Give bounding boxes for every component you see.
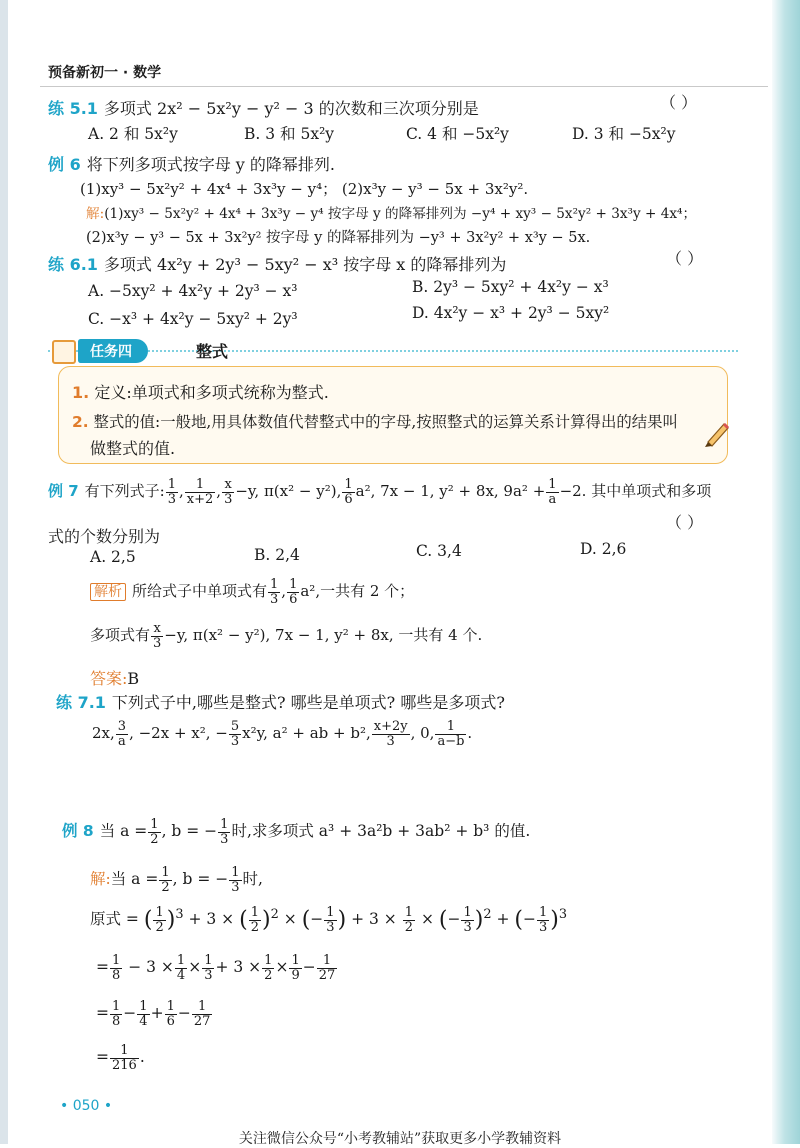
fraction [317, 954, 338, 982]
exercise-label: 练 5.1 [48, 99, 98, 118]
numerator: 1 [161, 865, 170, 880]
analysis-text: −y, π(x² − y²), 7x − 1, y² + 8x, 一共有 4 个. [164, 626, 483, 645]
exercise-question: 多项式 4x²y + 2y³ − 5xy² − x³ 按字母 x 的降幂排列为 [103, 255, 507, 274]
computation-text: 原式 = [90, 910, 139, 929]
question-text: −y, π(x² − y²), [235, 482, 342, 501]
option-c: C. 3,4 [416, 542, 462, 560]
left-paren: ( [143, 907, 153, 933]
option-b: B. 3 和 5x²y [244, 125, 335, 143]
fraction [268, 578, 280, 606]
footer-notice: 关注微信公众号“小考教辅站”获取更多小学教辅资料 [238, 1131, 562, 1147]
denominator: 3 [204, 967, 213, 983]
right-paren: ) [474, 907, 484, 933]
numerator: 1 [250, 905, 259, 920]
expression-text: 2x, [92, 724, 115, 743]
running-header: 预备新初一 · 数学 [48, 65, 162, 81]
page-number: • 050 • [60, 1098, 113, 1114]
denominator: 27 [193, 1013, 211, 1029]
denominator: 3 [231, 879, 240, 895]
example-label: 例 7 [48, 482, 79, 501]
denominator: 3 [224, 491, 233, 507]
question-text: 时,求多项式 a³ + 3a²b + 3ab² + b³ 的值. [231, 822, 531, 841]
equals-sign: = [96, 1048, 109, 1067]
question-text: 当 a = [99, 822, 148, 841]
example-7: 例 7 有下列式子: $\frac{1}{3}$ , $\frac{1}{x+2}$ , $\frac{x}{3}$ −y, π(x² − y²), $\frac{1}{6}$ a², 7x − 1, y² + 8x, 9a² + $\frac{1}{a}$ −2. 其中单项式和多项 [48, 477, 712, 507]
fraction [153, 906, 165, 934]
denominator: 2 [250, 919, 259, 935]
denominator: 216 [112, 1057, 137, 1073]
numerator: 1 [167, 477, 177, 492]
numerator: x [151, 622, 163, 637]
numerator: 1 [270, 577, 279, 592]
option-b: B. 2,4 [254, 546, 300, 564]
denominator: 3 [230, 733, 240, 749]
denominator: 6 [289, 591, 298, 607]
example-6-solution-2: (2)x³y − y³ − 5x + 3x²y² 按字母 y 的降幂排列为 −y³ + 3x²y² + x³y − 5x. [86, 230, 591, 246]
computation-line-3: = $\frac{1}{8}$ − $\frac{1}{4}$ + $\frac{1}{6}$ − $\frac{1}{27}$ [96, 999, 211, 1029]
notebook-icon [52, 340, 76, 364]
header-divider [40, 86, 768, 87]
numerator: 1 [176, 953, 186, 968]
example-label: 例 8 [62, 822, 94, 841]
numerator: 1 [326, 905, 335, 920]
example-7-answer [90, 666, 139, 689]
solution-text: 时, [242, 870, 263, 889]
fraction [175, 954, 187, 982]
example-8-solution [90, 866, 263, 894]
option-a: A. 2 和 5x²y [88, 125, 178, 143]
fraction [148, 818, 160, 846]
definition-text: 定义:单项式和多项式统称为整式. [94, 383, 329, 402]
fraction [287, 578, 299, 606]
exercise-question: 下列式子中,哪些是整式? 哪些是单项式? 哪些是多项式? [111, 693, 505, 712]
fraction [202, 954, 214, 982]
solution-label: 解: [86, 206, 105, 222]
denominator: 3 [386, 733, 395, 749]
analysis-tag: 解析 [90, 583, 126, 601]
left-paren: ( [438, 907, 448, 933]
equals-sign: = [96, 1004, 109, 1023]
denominator: 3 [539, 919, 548, 935]
example-6-solution-1 [86, 202, 696, 222]
fraction [166, 478, 178, 506]
numerator: 1 [110, 1044, 139, 1059]
right-paren: ) [337, 907, 347, 933]
dotted-rule [48, 350, 738, 352]
numerator: 1 [404, 905, 414, 920]
answer-bracket: （ ） [660, 93, 698, 112]
example-6 [48, 152, 335, 175]
example-6-items: (1)xy³ − 5x²y² + 4x⁴ + 3x³y − y⁴； (2)x³y − y³ − 5x + 3x²y². [80, 180, 529, 198]
solution-text: 当 a = [110, 870, 159, 889]
definition-number: 2. [72, 413, 89, 431]
denominator: 3 [463, 919, 472, 935]
option-a: A. −5xy² + 4x²y + 2y³ − x³ [88, 282, 298, 300]
definition-number: 1. [72, 383, 90, 402]
option-c: C. −x³ + 4x²y − 5xy² + 2y³ [88, 310, 298, 328]
denominator: 2 [161, 879, 170, 895]
example-label: 例 6 [48, 155, 81, 174]
answer-bracket: （ ） [666, 513, 704, 532]
exercise-7-1-expressions [92, 720, 472, 748]
fraction [537, 906, 549, 934]
fraction [229, 720, 241, 748]
fraction [262, 954, 274, 982]
question-text: a², 7x − 1, y² + 8x, 9a² + [355, 482, 546, 501]
numerator: 1 [435, 720, 466, 735]
fraction [289, 954, 301, 982]
example-8 [62, 818, 530, 846]
task-title: 整式 [196, 342, 229, 361]
expression-text: , 0, [410, 724, 435, 743]
answer-bracket: （ ） [666, 249, 704, 268]
denominator: 3 [167, 491, 177, 507]
fraction [435, 720, 466, 748]
definition-2 [72, 410, 678, 432]
computation-line-4: = $\frac{1}{216}$ . [96, 1043, 145, 1073]
fraction [461, 906, 473, 934]
expression-text: , −2x + x², − [129, 724, 228, 743]
numerator: 1 [548, 477, 557, 492]
denominator: 2 [404, 919, 414, 935]
example-7-polynomials [90, 622, 482, 650]
numerator: 1 [185, 478, 216, 493]
numerator: 1 [220, 817, 229, 832]
example-question: 将下列多项式按字母 y 的降幂排列. [86, 155, 336, 174]
left-paren: ( [514, 907, 524, 933]
numerator: 3 [117, 719, 127, 734]
fraction [249, 906, 261, 934]
fraction [222, 478, 234, 506]
fraction [110, 954, 122, 982]
right-paren: ) [262, 907, 271, 933]
numerator: 1 [289, 577, 298, 592]
option-c: C. 4 和 −5x²y [406, 125, 509, 143]
fraction [110, 1000, 122, 1028]
exercise-5-1 [48, 96, 479, 119]
denominator: 3 [326, 919, 335, 935]
example-7-line-2: 式的个数分别为 [48, 527, 161, 546]
numerator: 1 [291, 953, 300, 968]
denominator: 2 [150, 831, 159, 847]
fraction [137, 1000, 149, 1028]
denominator: a [548, 491, 557, 507]
exercise-6-1 [48, 252, 506, 275]
fraction [372, 720, 410, 748]
page-spine-shadow [0, 0, 8, 1144]
option-b: B. 2y³ − 5xy² + 4x²y − x³ [412, 278, 609, 296]
exercise-question: 多项式 2x² − 5x²y − y² − 3 的次数和三次项分别是 [103, 99, 479, 118]
definition-2-continued: 做整式的值. [90, 439, 176, 458]
equals-sign: = [96, 958, 109, 977]
denominator: 3 [153, 635, 162, 651]
numerator: 1 [112, 999, 121, 1014]
analysis-text: 多项式有 [90, 626, 151, 645]
page-edge-tab [772, 0, 800, 1144]
denominator: 3 [220, 831, 229, 847]
numerator: 1 [112, 953, 121, 968]
denominator: 9 [291, 967, 300, 983]
page-number-value: 050 [72, 1098, 100, 1114]
task-badge: 任务四 [78, 339, 148, 363]
fraction [159, 866, 171, 894]
definition-text: 整式的值:一般地,用具体数值代替整式中的字母,按照整式的运算关系计算得出的结果叫 [93, 413, 678, 431]
denominator: 27 [318, 967, 336, 983]
denominator: 2 [264, 967, 273, 983]
right-paren: ) [550, 907, 559, 933]
exercise-label: 练 7.1 [56, 693, 106, 712]
fraction [110, 1044, 139, 1072]
denominator: 2 [155, 919, 164, 935]
expression-text: x²y, a² + ab + b², [242, 724, 371, 743]
fraction [185, 478, 216, 506]
numerator: 1 [317, 954, 338, 969]
computation-text: + 3 × [188, 910, 235, 929]
fraction [218, 818, 230, 846]
computation-text: + 3 × [351, 910, 397, 929]
solution-label: 解: [90, 870, 111, 889]
numerator: 1 [463, 905, 472, 920]
expression-text: . [467, 724, 473, 743]
analysis-text: a²,一共有 2 个； [300, 582, 415, 601]
denominator: 8 [112, 967, 121, 983]
denominator: 6 [344, 491, 353, 507]
fraction [116, 720, 128, 748]
numerator: 1 [264, 953, 273, 968]
numerator: 1 [155, 905, 164, 920]
fraction [151, 622, 163, 650]
numerator: x+2y [373, 719, 408, 734]
fraction [229, 866, 241, 894]
numerator: x [222, 478, 234, 493]
numerator: 1 [150, 817, 159, 832]
fraction [165, 1000, 177, 1028]
solution-text: (1)xy³ − 5x²y² + 4x⁴ + 3x³y − y⁴ 按字母 y 的降幂排列为 −y⁴ + xy³ − 5x²y² + 3x³y + 4x⁴； [104, 206, 697, 222]
exercise-7-1 [56, 690, 505, 713]
question-end: −2. 其中单项式和多项 [559, 482, 712, 501]
exercise-label: 练 6.1 [48, 255, 98, 274]
fraction [546, 478, 558, 506]
question-start: 有下列式子: [84, 482, 165, 501]
option-d: D. 3 和 −5x²y [572, 125, 676, 143]
numerator: 1 [539, 905, 548, 920]
computation-line-1: 原式 = ( $\frac{1}{2}$ )$^3$ + 3 × ( $\frac{1}{2}$ )$^2$ × (− $\frac{1}{3}$ ) + 3 × $\frac{1}{2}$ × (− $\frac{1}{3}$ )$^2$ + (− $\frac{1}{3}$ )$^3$ [90, 905, 568, 935]
computation-line-2: = $\frac{1}{8}$ − 3 × $\frac{1}{4}$ × $\frac{1}{3}$ + 3 × $\frac{1}{2}$ × $\frac{1}{9}$ − $\frac{1}{27}$ [96, 953, 336, 983]
numerator: 1 [204, 953, 213, 968]
numerator: 1 [231, 865, 240, 880]
numerator: 1 [192, 1000, 213, 1015]
option-d: D. 2,6 [580, 540, 627, 558]
answer-label: 答案: [90, 669, 128, 688]
denominator: 4 [176, 967, 186, 983]
fraction [324, 906, 336, 934]
right-paren: ) [166, 907, 176, 933]
numerator: 1 [344, 477, 353, 492]
definition-1 [72, 380, 329, 403]
computation-text: × [283, 910, 297, 929]
solution-text: , b = − [172, 870, 229, 889]
question-text: , b = − [161, 822, 218, 841]
fraction [403, 906, 415, 934]
computation-text: + [496, 910, 510, 929]
pencil-icon [702, 418, 732, 448]
numerator: 1 [166, 999, 175, 1014]
denominator: a−b [437, 733, 465, 749]
denominator: a [118, 733, 126, 749]
denominator: 6 [166, 1013, 175, 1029]
option-d: D. 4x²y − x³ + 2y³ − 5xy² [412, 304, 610, 322]
numerator: 5 [230, 719, 240, 734]
left-paren: ( [239, 907, 248, 933]
analysis-text: 所给式子中单项式有 [132, 582, 268, 601]
fraction [342, 478, 354, 506]
left-paren: ( [301, 907, 311, 933]
denominator: 4 [139, 1013, 148, 1029]
denominator: x+2 [186, 491, 214, 507]
task-section-header [48, 338, 738, 364]
fraction [192, 1000, 213, 1028]
example-7-analysis: 解析 所给式子中单项式有 $\frac{1}{3}$ , $\frac{1}{6}$ a²,一共有 2 个； [90, 578, 414, 606]
numerator: 1 [139, 999, 148, 1014]
answer-value: B [127, 669, 140, 688]
denominator: 3 [270, 591, 279, 607]
option-a: A. 2,5 [90, 548, 136, 566]
denominator: 8 [112, 1013, 121, 1029]
